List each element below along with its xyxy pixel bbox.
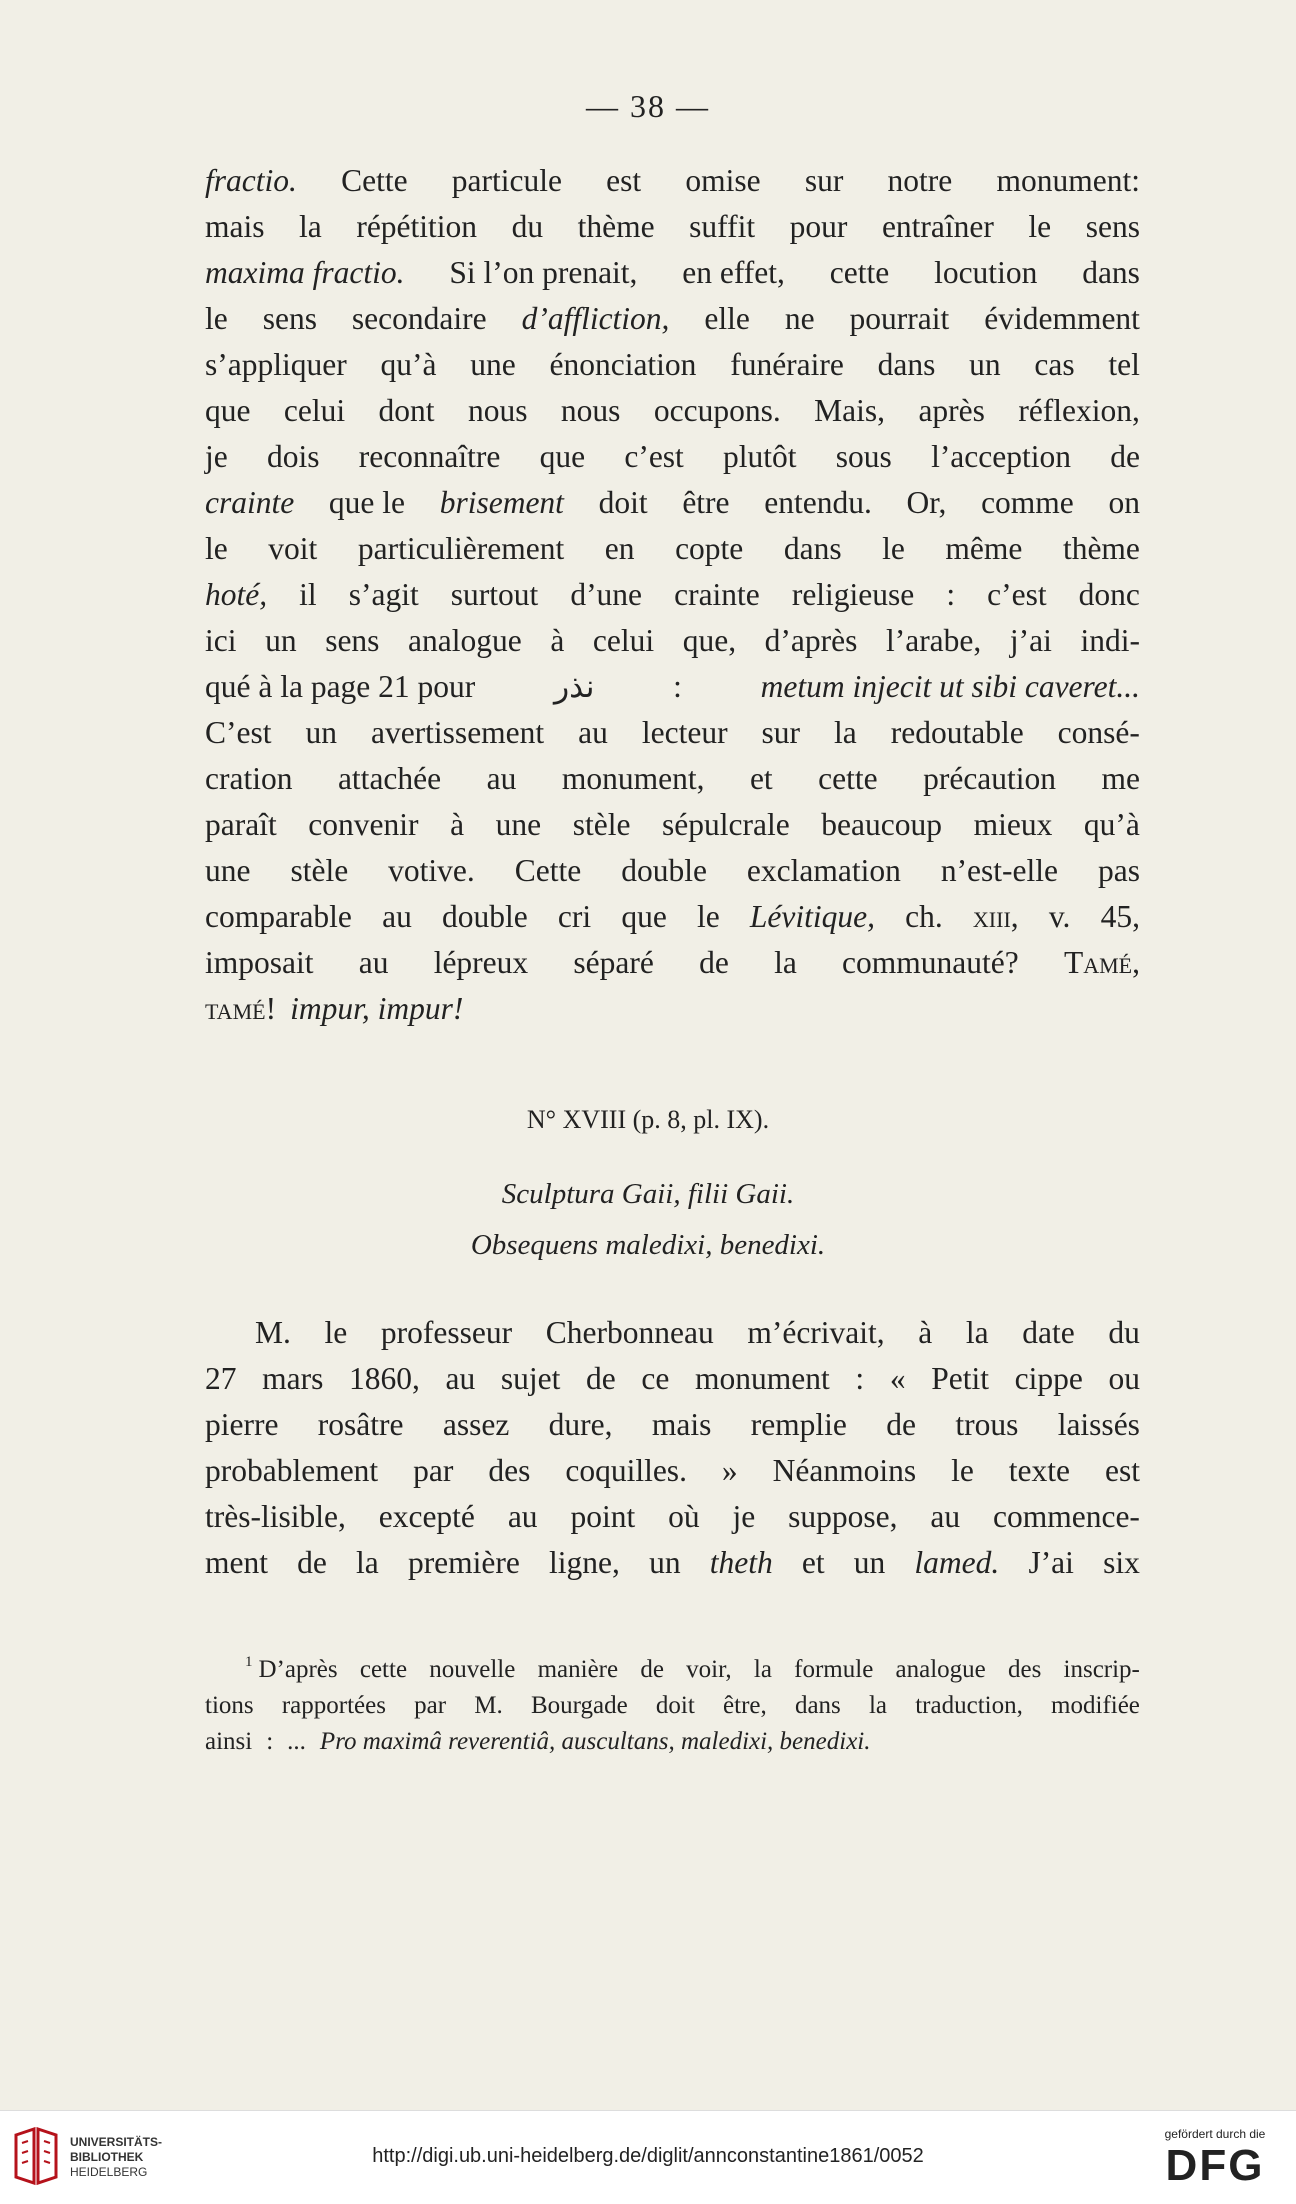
word: après [918, 393, 985, 428]
word: un [305, 715, 337, 750]
word: probablement [205, 1453, 379, 1488]
word: نذر [553, 669, 595, 704]
word: le [882, 531, 905, 566]
word: Si l’on prenait, [449, 255, 638, 290]
word: pour [789, 209, 848, 244]
word: Bourgade [530, 1692, 628, 1719]
word: s’agit [348, 577, 419, 612]
word: est [1104, 1453, 1140, 1488]
dfg-logo-text: DFG [1165, 2141, 1265, 2190]
word: ou [1108, 1361, 1140, 1396]
word: communauté? [842, 945, 1019, 980]
word: d’une [570, 577, 643, 612]
word: : [855, 1361, 865, 1396]
word: cri [557, 899, 592, 934]
word: ligne, [549, 1545, 620, 1580]
word: tamé! [205, 991, 277, 1026]
footnote-line [205, 1724, 1140, 1760]
word: D’après [258, 1656, 338, 1683]
word: dure, [548, 1407, 613, 1442]
word: à [918, 1315, 933, 1350]
word: de [640, 1656, 664, 1683]
text-line [205, 296, 1140, 342]
word: mais [651, 1407, 712, 1442]
word: cas [1034, 347, 1075, 382]
word: cette [829, 255, 890, 290]
word: indi- [1080, 623, 1140, 658]
word: professeur [380, 1315, 513, 1350]
word: avertissement [370, 715, 545, 750]
word: la [299, 209, 322, 244]
word: rapportées [281, 1692, 386, 1719]
text-line [205, 710, 1140, 756]
word: lecteur [641, 715, 728, 750]
word: dois [266, 439, 320, 474]
word: theth [709, 1545, 773, 1580]
word: lépreux [433, 945, 529, 980]
word: le [205, 301, 228, 336]
word: modifiée [1051, 1692, 1140, 1719]
word: au [358, 945, 389, 980]
word: Or, [906, 485, 947, 520]
word: voit [268, 531, 318, 566]
word: répétition [356, 209, 478, 244]
footnote-marker: 1 [245, 1654, 253, 1670]
word: une [495, 807, 542, 842]
word: pas [1097, 853, 1140, 888]
word: fractio. [205, 163, 297, 198]
word: tions [205, 1692, 254, 1719]
text-line [205, 1540, 1140, 1586]
word: sous [835, 439, 892, 474]
word: sens [1085, 209, 1140, 244]
word: copte [675, 531, 744, 566]
word: la [753, 1656, 772, 1683]
text-line [205, 940, 1140, 986]
word: énonciation [549, 347, 697, 382]
word: metum injecit ut sibi caveret... [760, 669, 1140, 704]
word: attachée [337, 761, 442, 796]
word: M. [474, 1692, 503, 1719]
word: ment [205, 1545, 268, 1580]
text-line [205, 526, 1140, 572]
word: du [511, 209, 544, 244]
word: que [539, 439, 586, 474]
word: de [586, 1361, 616, 1396]
word: celui [283, 393, 346, 428]
word: votive. [388, 853, 475, 888]
word: J’ai [1028, 1545, 1074, 1580]
word: monument: [996, 163, 1140, 198]
word: notre [887, 163, 953, 198]
word: je [732, 1499, 756, 1534]
permalink-url[interactable]: http://digi.ub.uni-heidelberg.de/diglit/annconstantine1861/0052 [372, 2145, 924, 2167]
word: des [488, 1453, 531, 1488]
word: d’après [764, 623, 858, 658]
word: ne [784, 301, 815, 336]
text-line [205, 158, 1140, 204]
word: Tamé, [1063, 945, 1140, 980]
inscription-translation-line-1: Sculptura Gaii, filii Gaii. [501, 1178, 795, 1210]
word: redoutable [890, 715, 1024, 750]
word: ch. [905, 899, 943, 934]
word: rosâtre [317, 1407, 404, 1442]
text-line [205, 572, 1140, 618]
paragraph-2 [205, 1310, 1140, 1586]
text-line [205, 1402, 1140, 1448]
word: assez [442, 1407, 510, 1442]
word: je [205, 439, 228, 474]
word: par [413, 1453, 454, 1488]
word: sens [325, 623, 380, 658]
word: très-lisible, [205, 1499, 346, 1534]
word: laissés [1057, 1407, 1140, 1442]
word: réflexion, [1018, 393, 1140, 428]
word: inscrip- [1063, 1656, 1140, 1683]
word: cette [818, 761, 878, 796]
word: convenir [308, 807, 419, 842]
word: surtout [450, 577, 539, 612]
paragraph-1 [205, 158, 1140, 1032]
word: hoté, [205, 577, 268, 612]
text-line [205, 1310, 1140, 1356]
word: s’appliquer [205, 347, 347, 382]
word: M. [255, 1315, 291, 1350]
word: pourrait [849, 301, 950, 336]
funder-logo[interactable] [1150, 2127, 1280, 2191]
word: elle [704, 301, 750, 336]
word: première [407, 1545, 520, 1580]
word: omise [685, 163, 761, 198]
library-name-line: BIBLIOTHEK [70, 2150, 144, 2164]
word: dans [794, 1692, 841, 1719]
word: particule [451, 163, 562, 198]
word: c’est [987, 577, 1047, 612]
word: thème [577, 209, 655, 244]
word: Petit [931, 1361, 989, 1396]
word: ... [287, 1728, 306, 1755]
text-line [205, 1356, 1140, 1402]
word: sens [262, 301, 317, 336]
word: » [721, 1453, 738, 1488]
word: : [266, 1728, 274, 1755]
word: le [951, 1453, 974, 1488]
word: paraît [205, 807, 277, 842]
word: Cette [514, 853, 582, 888]
word: remplie [750, 1407, 847, 1442]
word: que [205, 393, 251, 428]
word: doit [655, 1692, 695, 1719]
word: mars [262, 1361, 324, 1396]
word: en effet, [682, 255, 785, 290]
footnote-line [205, 1688, 1140, 1724]
word: celui [592, 623, 655, 658]
word: suffit [689, 209, 756, 244]
word: qu’à [1083, 807, 1140, 842]
text-line [205, 986, 1140, 1032]
word: traduction, [915, 1692, 1023, 1719]
word: « [889, 1361, 906, 1396]
word: Néanmoins [772, 1453, 917, 1488]
word: l’arabe, [885, 623, 982, 658]
text-line [205, 1448, 1140, 1494]
word: la [834, 715, 857, 750]
word: au [445, 1361, 476, 1396]
library-name-line: HEIDELBERG [70, 2165, 148, 2179]
word: sujet [500, 1361, 561, 1396]
word: de [297, 1545, 327, 1580]
word: est [606, 163, 642, 198]
word: être [682, 485, 730, 520]
word: commence- [993, 1499, 1140, 1534]
word: impur, impur! [290, 991, 464, 1026]
word: le [205, 531, 228, 566]
word: cippe [1014, 1361, 1083, 1396]
text-line [205, 250, 1140, 296]
word: analogue [408, 623, 522, 658]
word: dans [1082, 255, 1140, 290]
word: cration [205, 761, 293, 796]
word: à [450, 807, 465, 842]
word: xiii, [972, 899, 1019, 934]
word: séparé [573, 945, 654, 980]
word: de [1110, 439, 1140, 474]
word: au [486, 761, 517, 796]
word: maxima fractio. [205, 255, 405, 290]
word: n’est-elle [940, 853, 1058, 888]
word: particulièrement [357, 531, 565, 566]
word: le [324, 1315, 348, 1350]
word: ce [641, 1361, 670, 1396]
text-line [205, 342, 1140, 388]
word: d’affliction, [521, 301, 670, 336]
word: le [696, 899, 720, 934]
word: plutôt [723, 439, 797, 474]
text-line [205, 894, 1140, 940]
word: le [1028, 209, 1052, 244]
word: évidemment [984, 301, 1140, 336]
word: secondaire [351, 301, 487, 336]
funded-by-label: gefördert durch die [1164, 2127, 1266, 2141]
word: suppose, [788, 1499, 898, 1534]
text-line [205, 802, 1140, 848]
word: et [749, 761, 773, 796]
text-line [205, 1494, 1140, 1540]
word: la [868, 1692, 888, 1719]
word: que le [328, 485, 406, 520]
word: locution [934, 255, 1038, 290]
word: reconnaître [358, 439, 501, 474]
word: C’est [205, 715, 272, 750]
word: Cherbonneau [545, 1315, 714, 1350]
word: : [673, 669, 682, 704]
word: dans [877, 347, 936, 382]
word: être, [723, 1692, 767, 1719]
word: au [578, 715, 608, 750]
word: Mais, [814, 393, 886, 428]
word: par [414, 1692, 447, 1719]
page-number: — 38 — [586, 88, 710, 124]
word: donc [1078, 577, 1140, 612]
word: 45, [1100, 899, 1140, 934]
word: comparable [205, 899, 352, 934]
text-line [205, 618, 1140, 664]
word: la [965, 1315, 989, 1350]
word: et [801, 1545, 825, 1580]
word: mais [205, 209, 265, 244]
word: la [774, 945, 797, 980]
text-line [205, 848, 1140, 894]
viewer-footer [0, 2110, 1296, 2204]
footnote-line-content [259, 1652, 1141, 1688]
word: : [946, 577, 956, 612]
inscription-heading: N° XVIII (p. 8, pl. IX). [526, 1105, 770, 1134]
word: au [930, 1499, 961, 1534]
word: ainsi [205, 1728, 253, 1755]
word: même [945, 531, 1023, 566]
word: sépulcrale [662, 807, 790, 842]
word: nouvelle [429, 1656, 516, 1683]
word: sur [761, 715, 801, 750]
word: en [604, 531, 635, 566]
word: entendu. [764, 485, 872, 520]
word: religieuse [791, 577, 915, 612]
word: que, [682, 623, 737, 658]
word: comme [981, 485, 1074, 520]
library-name-line: UNIVERSITÄTS- [70, 2135, 163, 2149]
word: où [668, 1499, 700, 1534]
word: analogue [895, 1656, 986, 1683]
word: un [969, 347, 1001, 382]
word: dans [783, 531, 842, 566]
word: qué à la page 21 pour [205, 669, 476, 704]
word: au [507, 1499, 538, 1534]
word: crainte [674, 577, 760, 612]
word: un [649, 1545, 681, 1580]
word: v. [1048, 899, 1071, 934]
word: brisement [439, 485, 564, 520]
word: un [853, 1545, 886, 1580]
word: formule [794, 1656, 874, 1683]
text-line [205, 204, 1140, 250]
word: crainte [205, 485, 295, 520]
word: funéraire [730, 347, 844, 382]
word: la [356, 1545, 379, 1580]
word: coquilles. [565, 1453, 687, 1488]
word: sur [804, 163, 844, 198]
word: nous [560, 393, 621, 428]
word: monument, [561, 761, 705, 796]
word: du [1108, 1315, 1140, 1350]
word: c’est [624, 439, 684, 474]
word: nous [467, 393, 528, 428]
word: Lévitique, [749, 899, 875, 934]
text-line [205, 756, 1140, 802]
word: voir, [686, 1656, 732, 1683]
word: entraîner [881, 209, 994, 244]
word: six [1103, 1545, 1140, 1580]
footnote [205, 1652, 1140, 1760]
footnote-line [205, 1652, 1140, 1688]
word: une [205, 853, 251, 888]
word: l’acception [931, 439, 1071, 474]
word: consé- [1057, 715, 1140, 750]
word: date [1022, 1315, 1075, 1350]
word: au [382, 899, 412, 934]
text-line [205, 664, 1140, 710]
word: monument [695, 1361, 830, 1396]
word: précaution [923, 761, 1057, 796]
word: double [621, 853, 707, 888]
text-line [205, 434, 1140, 480]
word: un [265, 623, 297, 658]
word: me [1101, 761, 1140, 796]
word: tel [1108, 347, 1140, 382]
word: cette [359, 1656, 408, 1683]
word: de [886, 1407, 916, 1442]
word: 1860, [349, 1361, 420, 1396]
word: Pro maximâ reverentiâ, auscultans, maledixi, benedixi. [319, 1728, 871, 1755]
word: que [621, 899, 667, 934]
text-line [205, 388, 1140, 434]
word: beaucoup [821, 807, 942, 842]
word: mieux [973, 807, 1053, 842]
word: dont [378, 393, 435, 428]
word: qu’à [380, 347, 437, 382]
word: texte [1008, 1453, 1071, 1488]
word: 27 [205, 1361, 237, 1396]
word: ici [205, 623, 237, 658]
word: doit [598, 485, 648, 520]
word: on [1108, 485, 1140, 520]
word: point [570, 1499, 636, 1534]
word: à [550, 623, 565, 658]
inscription-translation-line-2: Obsequens maledixi, benedixi. [470, 1229, 826, 1261]
word: Cette [341, 163, 408, 198]
word: lamed. [914, 1545, 1000, 1580]
word: double [442, 899, 528, 934]
word: de [699, 945, 729, 980]
word: il [299, 577, 317, 612]
word: excepté [378, 1499, 475, 1534]
word: manière [537, 1656, 619, 1683]
word: imposait [205, 945, 314, 980]
word: stèle [572, 807, 631, 842]
word: thème [1062, 531, 1140, 566]
word: exclamation [746, 853, 901, 888]
word: une [470, 347, 516, 382]
word: occupons. [653, 393, 781, 428]
word: pierre [205, 1407, 279, 1442]
word: trous [955, 1407, 1019, 1442]
word: stèle [290, 853, 349, 888]
word: m’écrivait, [747, 1315, 885, 1350]
word: des [1007, 1656, 1042, 1683]
text-line [205, 480, 1140, 526]
word: j’ai [1009, 623, 1052, 658]
